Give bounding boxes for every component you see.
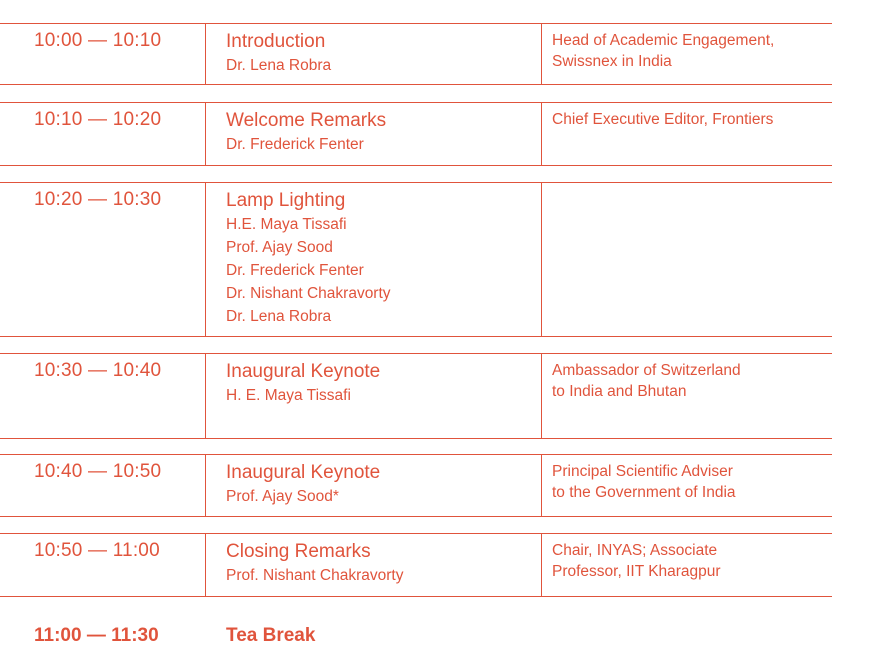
column-divider bbox=[541, 183, 542, 336]
session-title: Introduction bbox=[226, 31, 326, 52]
column-divider bbox=[205, 24, 206, 84]
speaker-role bbox=[552, 109, 827, 130]
session-block bbox=[0, 102, 832, 166]
session-time: 10:40 — 10:50 bbox=[34, 461, 162, 482]
role-line: Ambassador of Switzerland bbox=[552, 362, 741, 379]
session-time: 10:50 — 11:00 bbox=[34, 540, 160, 561]
session-details bbox=[226, 189, 536, 328]
column-divider bbox=[205, 455, 206, 516]
session-block bbox=[0, 182, 832, 337]
speaker-name: Prof. Ajay Sood* bbox=[226, 488, 339, 505]
session-block bbox=[0, 533, 832, 597]
speaker-name: Dr. Lena Robra bbox=[226, 57, 332, 74]
session-title: Inaugural Keynote bbox=[226, 361, 381, 382]
session-details bbox=[226, 360, 536, 407]
column-divider bbox=[205, 534, 206, 596]
tea-break-title: Tea Break bbox=[226, 625, 316, 646]
speaker-name: Dr. Frederick Fenter bbox=[226, 262, 364, 279]
speaker-name: Prof. Nishant Chakravorty bbox=[226, 567, 404, 584]
role-line: Professor, IIT Kharagpur bbox=[552, 563, 721, 580]
session-block bbox=[0, 23, 832, 85]
session-details bbox=[226, 109, 536, 156]
session-block bbox=[0, 353, 832, 439]
role-line: to India and Bhutan bbox=[552, 383, 687, 400]
speaker-name: Prof. Ajay Sood bbox=[226, 239, 333, 256]
role-line: Head of Academic Engagement, bbox=[552, 32, 775, 49]
session-details bbox=[226, 30, 536, 77]
speaker-role bbox=[552, 30, 827, 72]
session-title: Closing Remarks bbox=[226, 541, 371, 562]
role-line: Chair, INYAS; Associate bbox=[552, 542, 718, 559]
column-divider bbox=[541, 103, 542, 165]
session-details bbox=[226, 461, 536, 508]
speaker-name: Dr. Lena Robra bbox=[226, 308, 332, 325]
speaker-role bbox=[552, 540, 827, 582]
session-title: Lamp Lighting bbox=[226, 190, 346, 211]
role-line: Principal Scientific Adviser bbox=[552, 463, 733, 480]
session-time: 10:10 — 10:20 bbox=[34, 109, 162, 130]
column-divider bbox=[541, 455, 542, 516]
role-line: Chief Executive Editor, Frontiers bbox=[552, 111, 774, 128]
speaker-name: H. E. Maya Tissafi bbox=[226, 387, 351, 404]
speaker-name: Dr. Nishant Chakravorty bbox=[226, 285, 391, 302]
column-divider bbox=[541, 534, 542, 596]
session-details bbox=[226, 540, 536, 587]
session-title: Inaugural Keynote bbox=[226, 462, 381, 483]
session-title: Welcome Remarks bbox=[226, 110, 387, 131]
session-time: 10:30 — 10:40 bbox=[34, 360, 162, 381]
role-line: to the Government of India bbox=[552, 484, 736, 501]
tea-break-row bbox=[0, 620, 832, 650]
tea-break-time: 11:00 — 11:30 bbox=[34, 625, 159, 646]
speaker-name: Dr. Frederick Fenter bbox=[226, 136, 364, 153]
session-block bbox=[0, 454, 832, 517]
role-line: Swissnex in India bbox=[552, 53, 672, 70]
column-divider bbox=[541, 354, 542, 438]
speaker-role bbox=[552, 360, 827, 402]
column-divider bbox=[205, 103, 206, 165]
column-divider bbox=[205, 354, 206, 438]
column-divider bbox=[541, 24, 542, 84]
column-divider bbox=[205, 183, 206, 336]
session-time: 10:20 — 10:30 bbox=[34, 189, 162, 210]
session-time: 10:00 — 10:10 bbox=[34, 30, 162, 51]
speaker-role bbox=[552, 461, 827, 503]
speaker-name: H.E. Maya Tissafi bbox=[226, 216, 347, 233]
